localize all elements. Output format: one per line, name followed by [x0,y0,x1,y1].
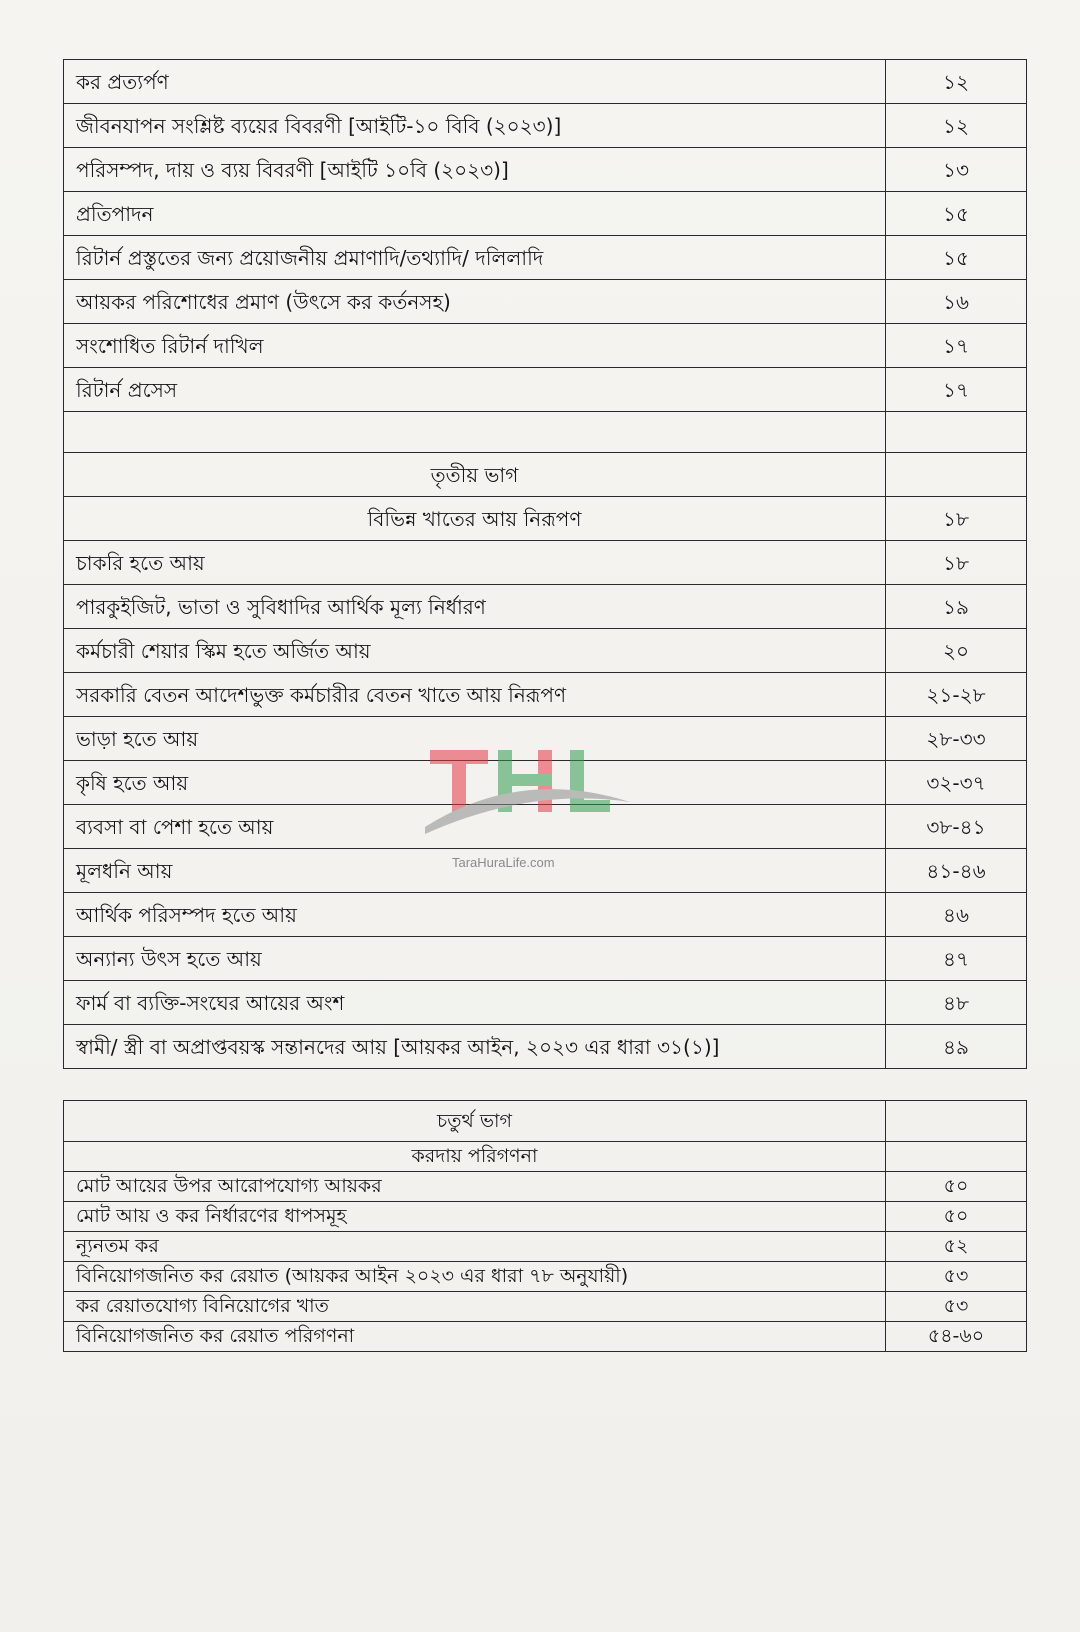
part4-heading-row [64,1101,1027,1142]
toc-entry-page: ৪৮ [886,981,1027,1025]
toc-entry-title: কর প্রত্যর্পণ [64,60,886,104]
toc-entry-title: মোট আয় ও কর নির্ধারণের ধাপসমূহ [64,1202,886,1232]
toc-entry-row [64,981,1027,1025]
part3-subheading-row [64,497,1027,541]
toc-entry-title: কর রেয়াতযোগ্য বিনিয়োগের খাত [64,1292,886,1322]
toc-entry-row [64,324,1027,368]
toc-entry-page: ৫৩ [886,1262,1027,1292]
toc-entry-title: ন্যূনতম কর [64,1232,886,1262]
toc-entry-title: রিটার্ন প্রসেস [64,368,886,412]
toc-entry-row [64,1292,1027,1322]
toc-entry-row [64,236,1027,280]
toc-entry-page: ১৮ [886,541,1027,585]
toc-entry-page: ৩৮-৪১ [886,805,1027,849]
toc-entry-page: ১২ [886,60,1027,104]
toc-entry-page: ১৯ [886,585,1027,629]
part4-subheading: করদায় পরিগণনা [64,1142,886,1172]
toc-entry-row [64,893,1027,937]
toc-entry-row [64,104,1027,148]
part3-subheading: বিভিন্ন খাতের আয় নিরূপণ [64,497,886,541]
toc-entry-row [64,280,1027,324]
toc-entry-page: ৪১-৪৬ [886,849,1027,893]
toc-entry-title: আর্থিক পরিসম্পদ হতে আয় [64,893,886,937]
part3-subheading-page: ১৮ [886,497,1027,541]
part4-heading: চতুর্থ ভাগ [64,1101,886,1142]
toc-entry-page: ৫৪-৬০ [886,1322,1027,1352]
toc-entry-row [64,673,1027,717]
toc-entry-row [64,585,1027,629]
toc-entry-title: বিনিয়োগজনিত কর রেয়াত (আয়কর আইন ২০২৩ এর ধারা ৭৮ অনুযায়ী) [64,1262,886,1292]
toc-entry-row [64,192,1027,236]
toc-entry-row [64,60,1027,104]
toc-table-section2 [63,59,1027,453]
blank-cell [64,412,886,453]
toc-entry-title: জীবনযাপন সংশ্লিষ্ট ব্যয়ের বিবরণী [আইটি-১০ বিবি (২০২৩)] [64,104,886,148]
toc-entry-page: ৫২ [886,1232,1027,1262]
toc-entry-page: ১৬ [886,280,1027,324]
toc-entry-row [64,629,1027,673]
toc-entry-page: ৫০ [886,1172,1027,1202]
toc-entry-page: ৫০ [886,1202,1027,1232]
toc-entry-title: পরিসম্পদ, দায় ও ব্যয় বিবরণী [আইটি ১০বি (২০২৩)] [64,148,886,192]
toc-entry-title: সরকারি বেতন আদেশভুক্ত কর্মচারীর বেতন খাতে আয় নিরূপণ [64,673,886,717]
part3-heading: তৃতীয় ভাগ [64,453,886,497]
toc-entry-page: ২০ [886,629,1027,673]
toc-entry-row [64,1262,1027,1292]
blank-cell [886,412,1027,453]
part4-heading-page [886,1101,1027,1142]
part4-subheading-row [64,1142,1027,1172]
watermark-logo-icon [420,742,650,872]
toc-entry-page: ২১-২৮ [886,673,1027,717]
toc-entry-page: ৪৬ [886,893,1027,937]
toc-entry-row [64,1025,1027,1069]
toc-entry-page: ১২ [886,104,1027,148]
toc-entry-title: সংশোধিত রিটার্ন দাখিল [64,324,886,368]
toc-entry-page: ৩২-৩৭ [886,761,1027,805]
toc-entry-page: ৪৯ [886,1025,1027,1069]
toc-entry-title: অন্যান্য উৎস হতে আয় [64,937,886,981]
toc-entry-page: ১৩ [886,148,1027,192]
toc-entry-title: মূলধনি আয় [64,849,886,893]
toc-entry-title: ফার্ম বা ব্যক্তি-সংঘের আয়ের অংশ [64,981,886,1025]
toc-entry-page: ১৫ [886,236,1027,280]
toc-entry-row [64,1322,1027,1352]
toc-entry-title: ভাড়া হতে আয় [64,717,886,761]
toc-entry-title: স্বামী/ স্ত্রী বা অপ্রাপ্তবয়স্ক সন্তানদের আয় [আয়কর আইন, ২০২৩ এর ধারা ৩১(১)] [64,1025,886,1069]
toc-entry-page: ৪৭ [886,937,1027,981]
part3-heading-row [64,453,1027,497]
toc-entry-row [64,1202,1027,1232]
toc-entry-title: কর্মচারী শেয়ার স্কিম হতে অর্জিত আয় [64,629,886,673]
part3-heading-page [886,453,1027,497]
blank-row [64,412,1027,453]
toc-entry-title: প্রতিপাদন [64,192,886,236]
toc-entry-title: ব্যবসা বা পেশা হতে আয় [64,805,886,849]
toc-entry-page: ১৫ [886,192,1027,236]
watermark-text: TaraHuraLife.com [452,855,555,870]
toc-entry-row [64,937,1027,981]
toc-entry-title: পারকুইজিট, ভাতা ও সুবিধাদির আর্থিক মূল্য নির্ধারণ [64,585,886,629]
toc-entry-title: মোট আয়ের উপর আরোপযোগ্য আয়কর [64,1172,886,1202]
toc-entry-page: ১৭ [886,368,1027,412]
toc-entry-page: ১৭ [886,324,1027,368]
toc-entry-page: ৫৩ [886,1292,1027,1322]
toc-entry-row [64,1232,1027,1262]
toc-entry-row [64,368,1027,412]
toc-entry-title: বিনিয়োগজনিত কর রেয়াত পরিগণনা [64,1322,886,1352]
toc-entry-title: রিটার্ন প্রস্তুতের জন্য প্রয়োজনীয় প্রমাণাদি/তথ্যাদি/ দলিলাদি [64,236,886,280]
part4-subheading-page [886,1142,1027,1172]
toc-entry-row [64,541,1027,585]
toc-entry-row [64,1172,1027,1202]
toc-entry-row [64,148,1027,192]
toc-entry-title: কৃষি হতে আয় [64,761,886,805]
toc-entry-page: ২৮-৩৩ [886,717,1027,761]
toc-entry-title: আয়কর পরিশোধের প্রমাণ (উৎসে কর কর্তনসহ) [64,280,886,324]
toc-table-part4 [63,1100,1027,1352]
toc-entry-title: চাকরি হতে আয় [64,541,886,585]
